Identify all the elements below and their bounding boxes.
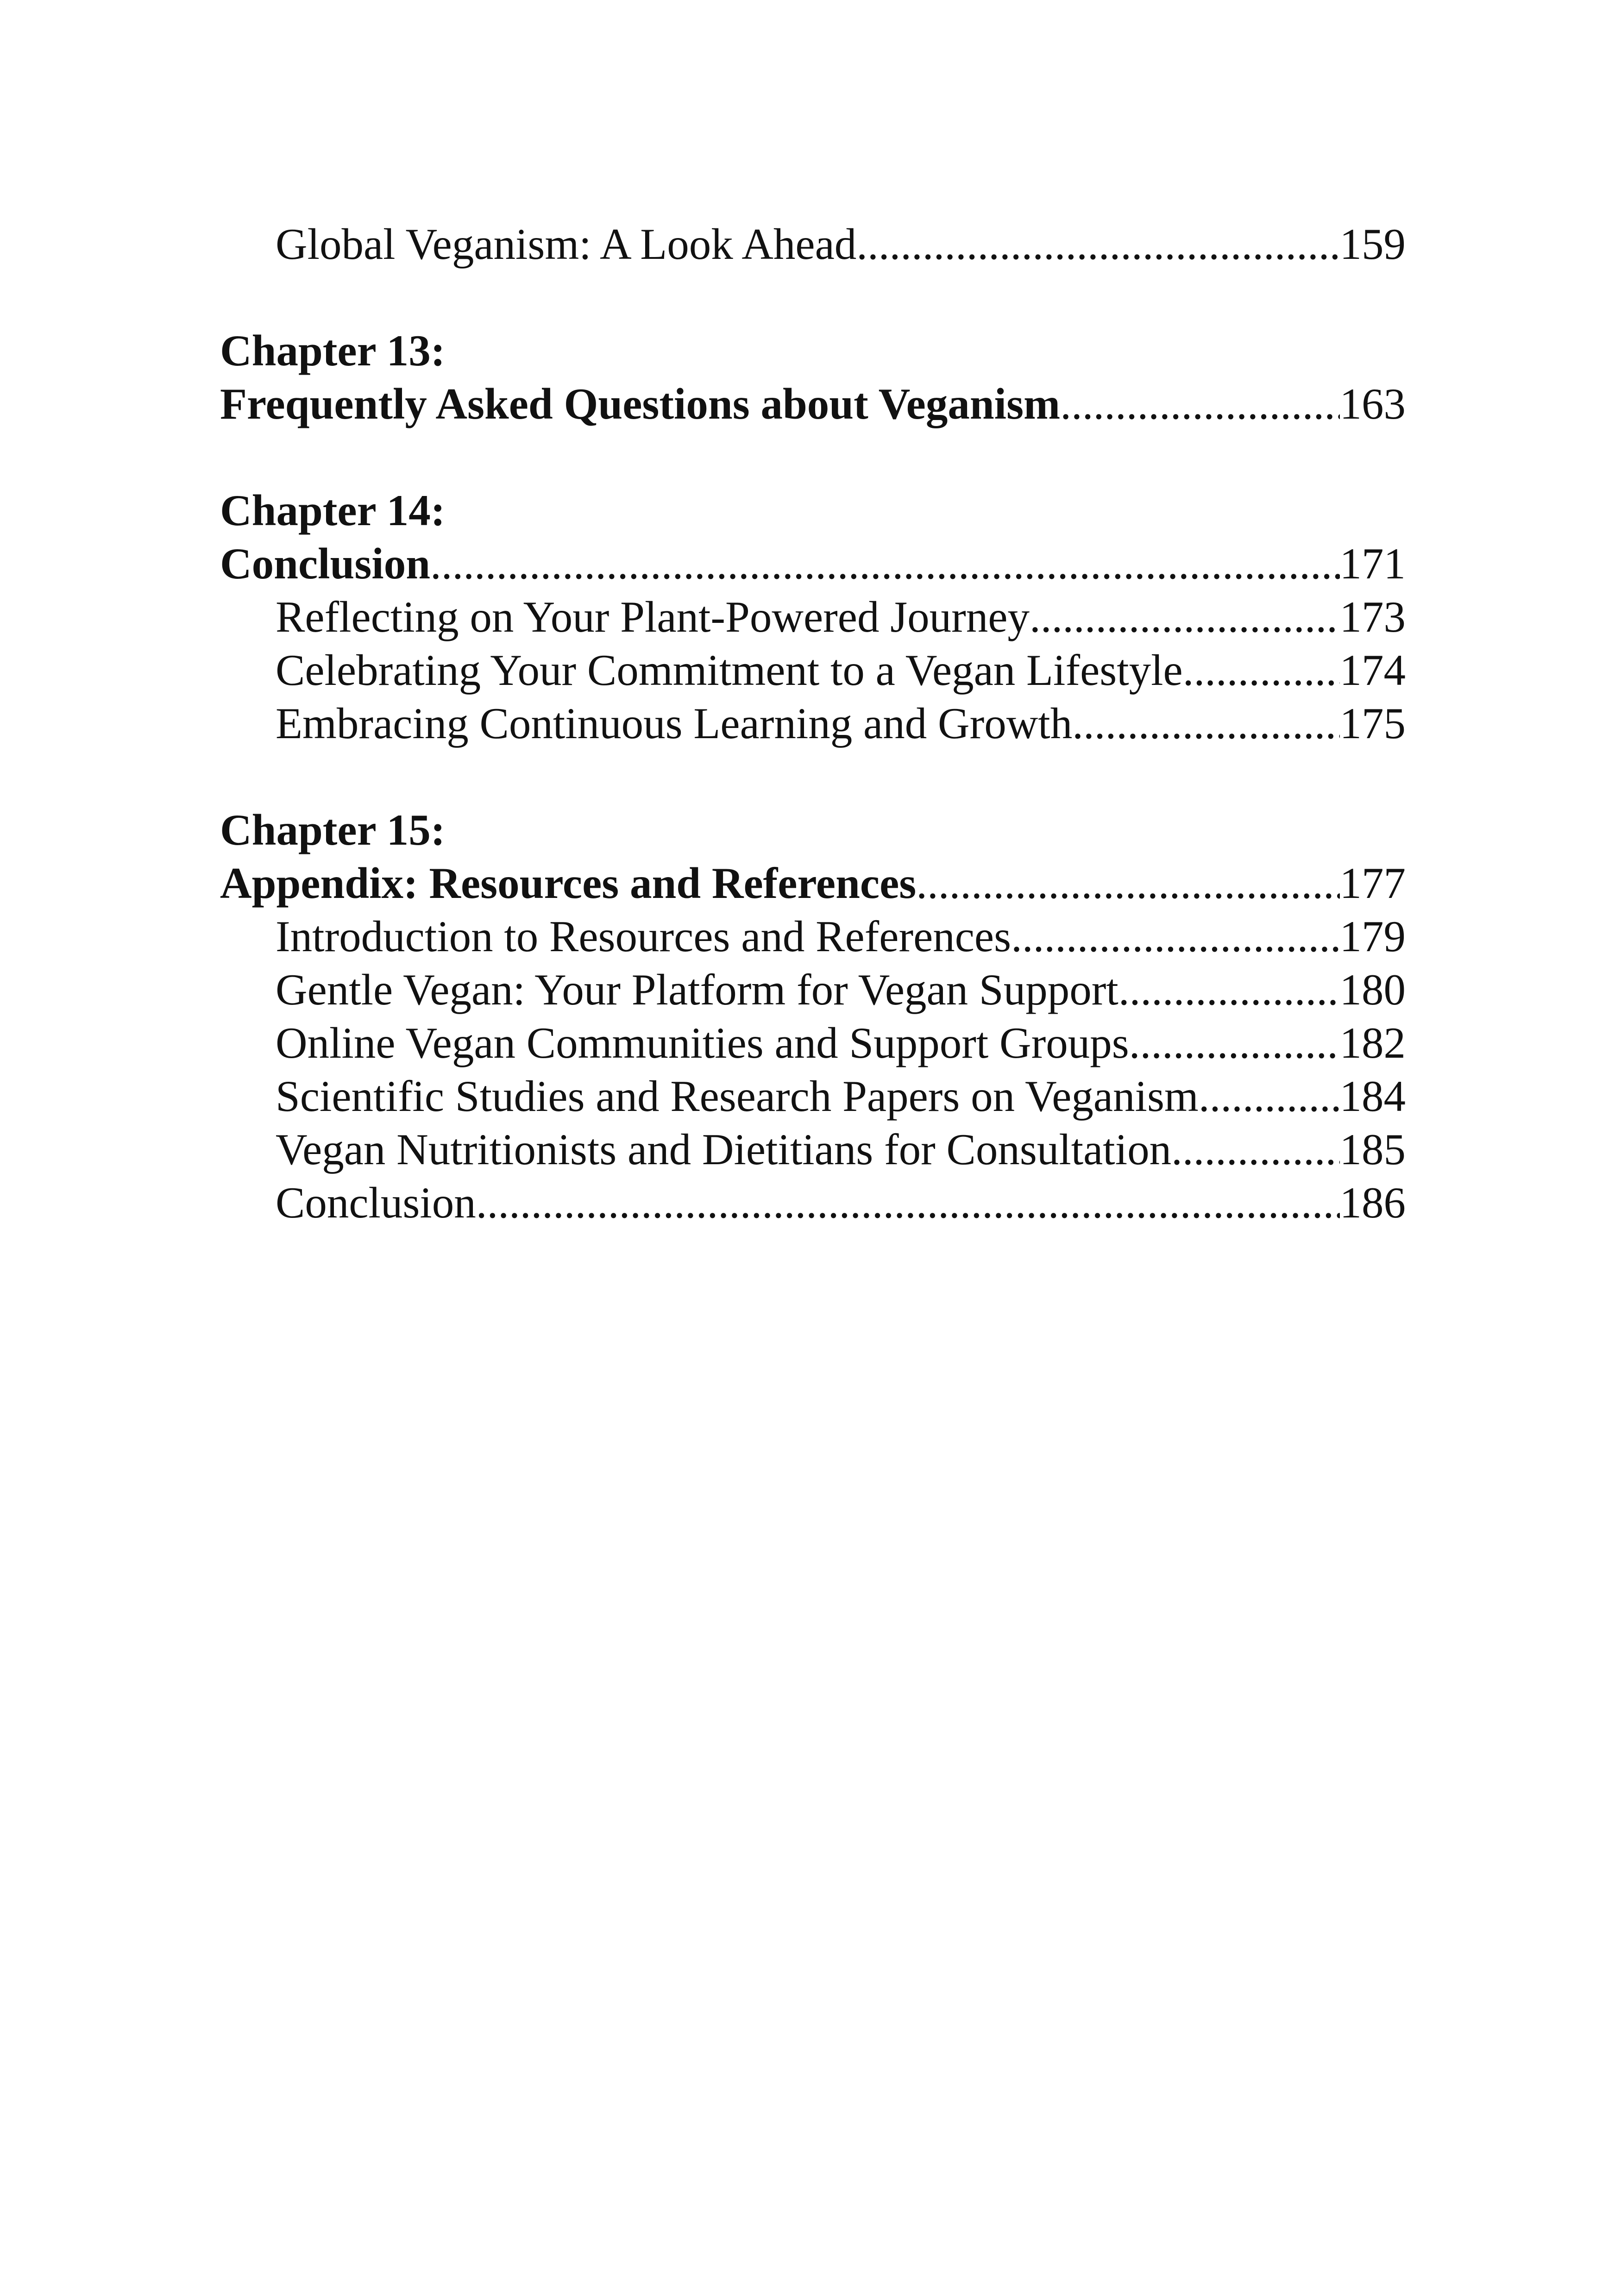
dot-leader xyxy=(476,1176,1340,1230)
toc-chapter-entry[interactable] xyxy=(220,537,1406,590)
table-of-contents xyxy=(220,218,1406,1230)
toc-chapter-page: 177 xyxy=(1339,859,1406,908)
toc-entry-page: 159 xyxy=(1339,220,1406,269)
toc-entry-page: 180 xyxy=(1339,965,1406,1014)
toc-entry[interactable] xyxy=(220,218,1406,271)
toc-chapter-page: 163 xyxy=(1339,379,1406,428)
dot-leader xyxy=(1171,1123,1339,1176)
chapter-label: Chapter 13: xyxy=(220,326,446,375)
toc-entry-page: 173 xyxy=(1339,592,1406,641)
dot-leader xyxy=(1199,1070,1340,1123)
toc-entry-page: 185 xyxy=(1339,1125,1406,1174)
toc-entry[interactable] xyxy=(220,910,1406,963)
toc-entry-title: Global Veganism: A Look Ahead xyxy=(276,220,857,269)
dot-leader xyxy=(1129,1016,1340,1070)
dot-leader xyxy=(916,857,1339,910)
toc-entry-title: Scientific Studies and Research Papers on Veganism xyxy=(276,1072,1199,1121)
section-gap xyxy=(220,271,1406,324)
chapter-label: Chapter 15: xyxy=(220,805,446,854)
toc-entry-page: 184 xyxy=(1339,1072,1406,1121)
toc-entry-title: Embracing Continuous Learning and Growth xyxy=(276,699,1073,748)
toc-entry-page: 175 xyxy=(1339,699,1406,748)
section-gap xyxy=(220,750,1406,803)
toc-entry-title: Celebrating Your Commitment to a Vegan Lifestyle xyxy=(276,646,1183,695)
toc-entry-page: 174 xyxy=(1339,646,1406,695)
dot-leader xyxy=(856,218,1339,271)
toc-entry[interactable] xyxy=(220,1070,1406,1123)
dot-leader xyxy=(1072,697,1339,750)
toc-entry[interactable] xyxy=(220,1016,1406,1070)
toc-chapter-entry[interactable] xyxy=(220,857,1406,910)
toc-chapter-entry[interactable] xyxy=(220,377,1406,431)
toc-chapter-title: Appendix: Resources and References xyxy=(220,859,917,908)
dot-leader xyxy=(1060,377,1339,431)
toc-entry-title: Conclusion xyxy=(276,1178,476,1227)
toc-chapter-title: Frequently Asked Questions about Veganism xyxy=(220,379,1061,428)
toc-entry[interactable] xyxy=(220,1176,1406,1230)
toc-entry-page: 182 xyxy=(1339,1018,1406,1067)
toc-entry[interactable] xyxy=(220,697,1406,750)
toc-chapter-title: Conclusion xyxy=(220,539,431,588)
toc-entry-title: Online Vegan Communities and Support Groups xyxy=(276,1018,1129,1067)
toc-entry[interactable] xyxy=(220,590,1406,644)
toc-chapter-page: 171 xyxy=(1339,539,1406,588)
toc-entry[interactable] xyxy=(220,644,1406,697)
toc-entry-title: Reflecting on Your Plant-Powered Journey xyxy=(276,592,1030,641)
section-gap xyxy=(220,431,1406,484)
toc-entry-page: 179 xyxy=(1339,912,1406,961)
toc-entry-page: 186 xyxy=(1339,1178,1406,1227)
chapter-label: Chapter 14: xyxy=(220,486,446,535)
dot-leader xyxy=(1011,910,1339,963)
dot-leader xyxy=(1118,963,1340,1016)
dot-leader xyxy=(1183,644,1340,697)
toc-entry[interactable] xyxy=(220,1123,1406,1176)
toc-entry-title: Gentle Vegan: Your Platform for Vegan Support xyxy=(276,965,1118,1014)
dot-leader xyxy=(1030,590,1340,644)
toc-entry-title: Vegan Nutritionists and Dietitians for Consultation xyxy=(276,1125,1172,1174)
dot-leader xyxy=(430,537,1339,590)
toc-entry[interactable] xyxy=(220,963,1406,1016)
toc-entry-title: Introduction to Resources and References xyxy=(276,912,1012,961)
